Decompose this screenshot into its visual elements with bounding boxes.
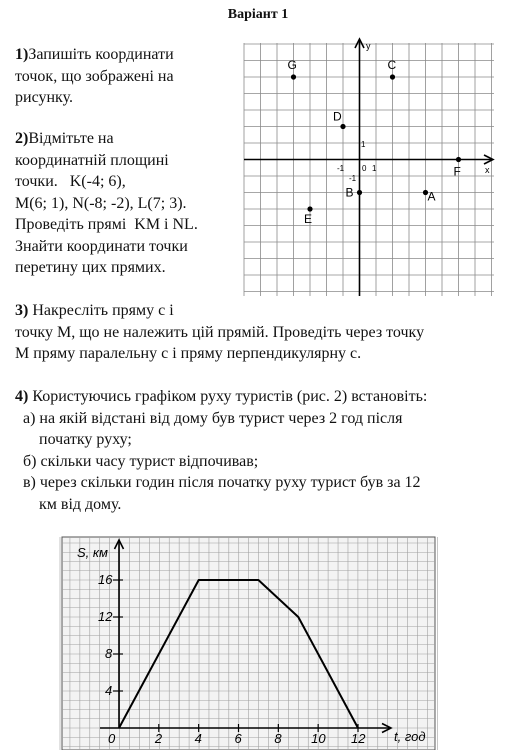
graph-y-axis-label: S, км bbox=[77, 545, 108, 560]
task-3 bbox=[15, 300, 507, 365]
graph-x-tick-4: 4 bbox=[194, 731, 202, 746]
task-2-line-3: точки. K(-4; 6), bbox=[15, 173, 126, 190]
axis-x-label: x bbox=[485, 165, 490, 175]
graph-y-tick-8: 8 bbox=[105, 646, 113, 661]
point-f bbox=[456, 157, 461, 162]
task-2-line-7: перетину цих прямих. bbox=[15, 259, 166, 276]
task-4-number: 4) bbox=[15, 388, 29, 405]
point-g bbox=[291, 74, 296, 79]
variant-title: Варіант 1 bbox=[227, 7, 289, 22]
task-4 bbox=[15, 386, 510, 515]
axis-y-label: y bbox=[366, 41, 371, 51]
graph-x-tick-0: 0 bbox=[108, 731, 116, 746]
task-3-line-1: Накресліть пряму с і bbox=[28, 302, 174, 319]
point-label-f: F bbox=[453, 164, 461, 179]
task-3-line-3: М пряму паралельну с і пряму перпендикулярну с. bbox=[15, 345, 362, 362]
travel-graph bbox=[55, 532, 445, 750]
graph-x-tick-6: 6 bbox=[234, 731, 242, 746]
tick-y-1: 1 bbox=[361, 140, 366, 149]
point-e bbox=[307, 206, 312, 211]
task-4-line-6: км від дому. bbox=[39, 495, 122, 513]
graph-y-tick-4: 4 bbox=[105, 683, 113, 698]
task-1-number: 1) bbox=[15, 46, 29, 63]
origin-label: 0 bbox=[362, 164, 367, 173]
task-2 bbox=[15, 128, 235, 279]
graph-x-tick-12: 12 bbox=[351, 731, 366, 746]
tick-y-minus-1: -1 bbox=[349, 174, 357, 183]
task-1-line-3: рисунку. bbox=[15, 89, 73, 106]
graph-x-tick-10: 10 bbox=[311, 731, 326, 746]
task-2-number: 2) bbox=[15, 130, 29, 147]
task-4-line-2: а) на якій відстані від дому був турист через 2 год після bbox=[23, 409, 403, 427]
point-b bbox=[357, 190, 362, 195]
task-2-line-4: M(6; 1), N(-8; -2), L(7; 3). bbox=[15, 194, 187, 212]
point-label-a: A bbox=[427, 189, 436, 204]
task-1-line-2: точок, що зображені на bbox=[15, 67, 174, 85]
task-1 bbox=[15, 44, 230, 109]
graph-y-tick-16: 16 bbox=[98, 572, 113, 587]
graph-grid bbox=[60, 537, 437, 750]
point-label-d: D bbox=[333, 109, 342, 124]
task-3-number: 3) bbox=[15, 302, 29, 319]
task-2-line-1: Відмітьте на bbox=[28, 130, 114, 147]
task-2-line-2: координатній площині bbox=[15, 151, 169, 169]
point-label-c: C bbox=[387, 58, 397, 72]
task-1-line-1: Запишіть координати bbox=[28, 46, 174, 63]
graph-x-tick-2: 2 bbox=[154, 731, 163, 746]
point-d bbox=[340, 124, 345, 129]
task-2-line-6: Знайти координати точки bbox=[15, 237, 188, 255]
task-4-line-1: Користуючись графіком руху туристів (рис. 2) встановіть: bbox=[28, 388, 428, 405]
point-label-g: G bbox=[287, 58, 297, 72]
task-4-line-5: в) через скільки годин після початку руху турист був за 12 bbox=[23, 474, 421, 491]
coord-points bbox=[288, 58, 462, 226]
point-label-b: B bbox=[345, 185, 354, 200]
graph-x-axis-label: t, год bbox=[394, 729, 426, 744]
graph-x-tick-8: 8 bbox=[274, 731, 282, 746]
point-label-e: E bbox=[304, 212, 313, 226]
task-4-line-4: б) скільки часу турист відпочивав; bbox=[23, 452, 259, 470]
task-2-line-5: Проведіть прямі KM і NL. bbox=[15, 216, 198, 233]
coordinate-plane bbox=[240, 36, 500, 300]
task-3-line-2: точку М, що не належить цій прямій. Проведіть через точку bbox=[15, 323, 425, 341]
tick-x-1: 1 bbox=[372, 164, 377, 173]
point-c bbox=[390, 74, 395, 79]
tick-x-minus-1: -1 bbox=[337, 164, 345, 173]
graph-y-tick-12: 12 bbox=[98, 609, 113, 624]
task-4-line-3: початку руху; bbox=[39, 431, 132, 448]
